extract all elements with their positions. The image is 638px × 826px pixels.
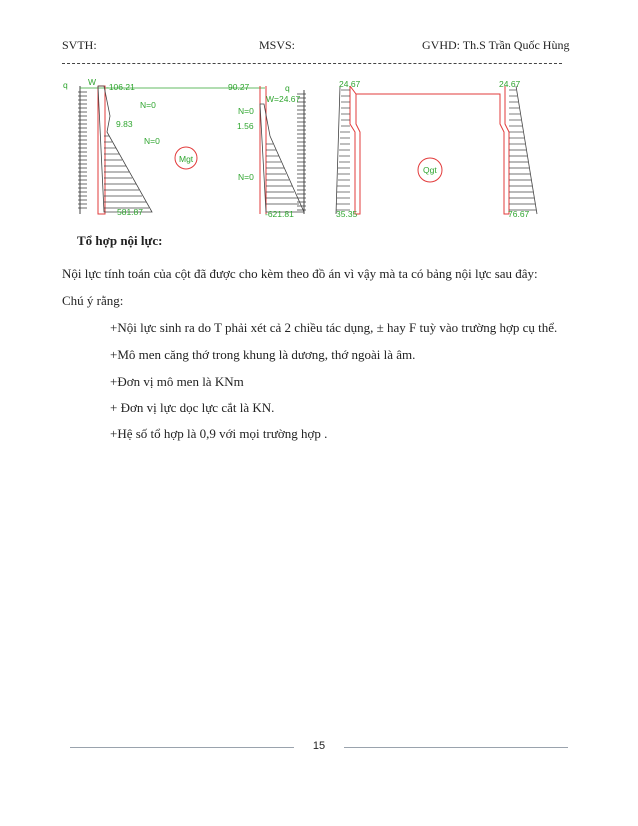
label-moment-top-left: -106.21 bbox=[106, 82, 135, 92]
moment-diagram-left bbox=[78, 86, 265, 214]
label-moment-bottom-left: 581.87 bbox=[117, 207, 143, 217]
label-shear-bottom-left: 35.35 bbox=[336, 209, 358, 219]
label-q-right: q bbox=[285, 83, 290, 93]
paragraph-note: Chú ý rằng: bbox=[62, 293, 124, 308]
label-n0-b: N=0 bbox=[144, 136, 160, 146]
shear-diagram bbox=[336, 86, 537, 214]
label-qgt: Qgt bbox=[423, 165, 437, 175]
label-moment-top-right: 90.27 bbox=[228, 82, 250, 92]
page-number: 15 bbox=[312, 740, 326, 752]
header-left: SVTH: bbox=[62, 38, 97, 52]
label-moment-mid-right: 1.56 bbox=[237, 121, 254, 131]
paragraph-intro: Nội lực tính toán của cột đã được cho kèm theo đồ án vì vậy mà ta có bảng nội lực sau đây: bbox=[62, 266, 538, 281]
section-heading: Tổ hợp nội lực: bbox=[77, 233, 163, 248]
label-mgt: Mgt bbox=[179, 154, 194, 164]
note-item: +Nội lực sinh ra do T phải xét cả 2 chiều tác dụng, ± hay F tuỳ vào trường hợp cụ thể. bbox=[110, 320, 558, 335]
label-shear-top-left: 24.67 bbox=[339, 79, 361, 89]
label-n0-d: N=0 bbox=[238, 172, 254, 182]
label-w-left: W bbox=[88, 77, 97, 87]
label-q-left: q bbox=[63, 80, 68, 90]
note-item: +Mô men căng thớ trong khung là dương, thớ ngoài là âm. bbox=[110, 347, 416, 362]
label-moment-bottom-right: -621.81 bbox=[265, 209, 294, 219]
header-right: GVHD: Th.S Trần Quốc Hùng bbox=[422, 38, 570, 52]
footer-line-right bbox=[344, 747, 568, 748]
label-n0-a: N=0 bbox=[140, 100, 156, 110]
label-n0-c: N=0 bbox=[238, 106, 254, 116]
moment-diagram-right bbox=[260, 86, 306, 214]
label-moment-mid-left: 9.83 bbox=[116, 119, 133, 129]
note-item: +Đơn vị mô men là KNm bbox=[110, 374, 244, 389]
header-center: MSVS: bbox=[259, 38, 296, 52]
internal-force-diagrams bbox=[60, 74, 560, 224]
label-shear-top-right: 24.67 bbox=[499, 79, 521, 89]
header-divider bbox=[62, 63, 562, 64]
label-w-right: W=24.67 bbox=[266, 94, 301, 104]
footer-line-left bbox=[70, 747, 294, 748]
note-item: + Đơn vị lực dọc lực cắt là KN. bbox=[110, 400, 275, 415]
note-item: +Hệ số tổ hợp là 0,9 với mọi trường hợp . bbox=[110, 426, 328, 441]
label-shear-bottom-right: 76.67 bbox=[508, 209, 530, 219]
